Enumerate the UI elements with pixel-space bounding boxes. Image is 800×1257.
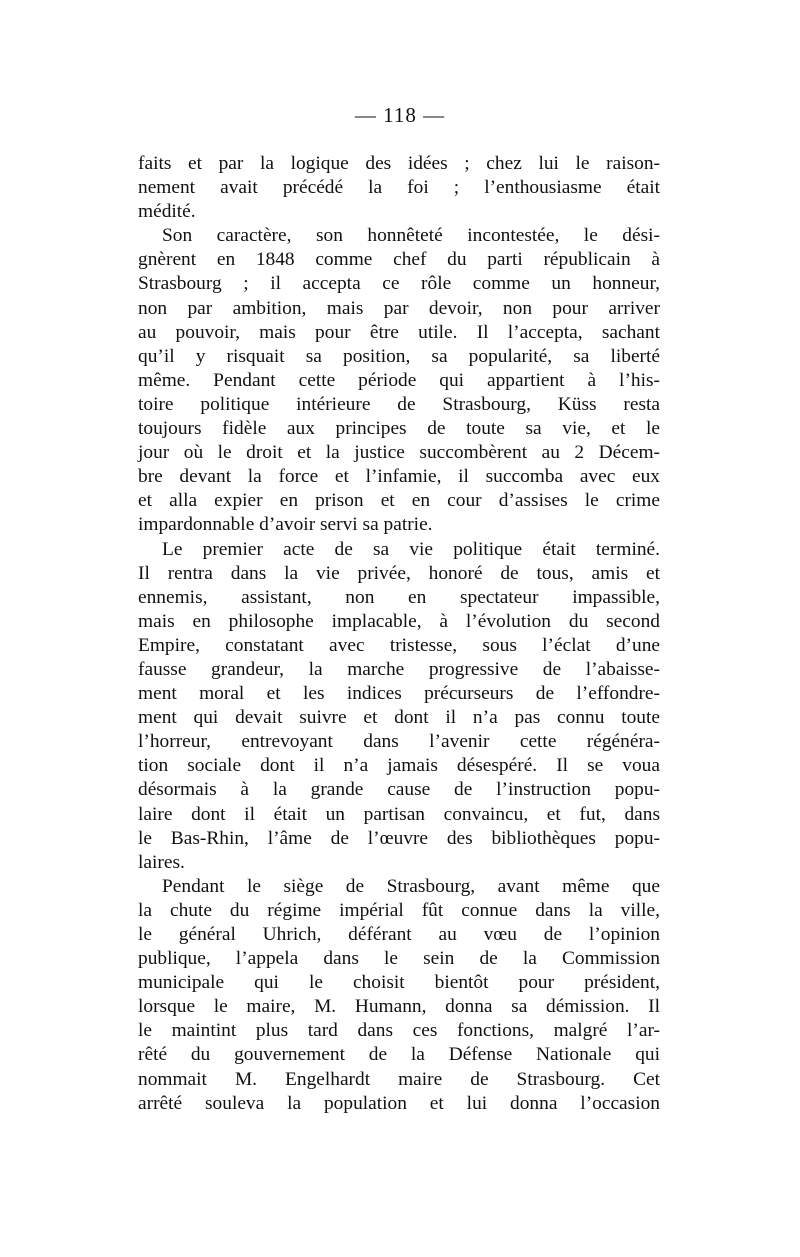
text-line: même. Pendant cette période qui appartient à l’his- (138, 369, 660, 391)
text-line: bre devant la force et l’infamie, il succomba avec eux (138, 466, 660, 488)
text-line: toujours fidèle aux principes de toute sa vie, et le (138, 418, 660, 440)
text-line: médité. (138, 201, 196, 223)
text-line: arrêté souleva la population et lui donna l’occasion (138, 1092, 660, 1114)
text-line: le général Uhrich, déférant au vœu de l’opinion (138, 924, 660, 945)
text-line: et alla expier en prison et en cour d’assises le crime (138, 490, 660, 512)
text-line: qu’il y risquait sa position, sa popularité, sa liberté (138, 345, 660, 367)
text-line: rêté du gouvernement de la Défense Nationale qui (138, 1044, 660, 1066)
text-line: Il rentra dans la vie privée, honoré de tous, amis et (138, 562, 660, 584)
body-text (138, 152, 660, 1116)
text-line: jour où le droit et la justice succombèrent au 2 Décem- (138, 442, 660, 464)
text-line: fausse grandeur, la marche progressive de l’abaisse- (138, 658, 660, 680)
text-line: Strasbourg ; il accepta ce rôle comme un honneur, (138, 273, 660, 295)
text-line: désormais à la grande cause de l’instruction popu- (138, 779, 660, 801)
text-line: laires. (138, 851, 185, 873)
text-line: Le premier acte de sa vie politique était terminé. (162, 538, 660, 560)
text-line: faits et par la logique des idées ; chez lui le raison- (138, 153, 660, 174)
text-line: laire dont il était un partisan convaincu, et fut, dans (138, 803, 660, 825)
text-line: publique, l’appela dans le sein de la Commission (138, 948, 660, 970)
text-line: gnèrent en 1848 comme chef du parti républicain à (138, 249, 660, 271)
text-line: toire politique intérieure de Strasbourg, Küss resta (138, 393, 660, 415)
text-line: ment moral et les indices précurseurs de l’effondre- (138, 683, 660, 705)
text-line: le Bas-Rhin, l’âme de l’œuvre des bibliothèques popu- (138, 827, 660, 849)
text-line: impardonnable d’avoir servi sa patrie. (138, 514, 433, 536)
text-line: au pouvoir, mais pour être utile. Il l’accepta, sachant (138, 321, 660, 343)
text-line: ennemis, assistant, non en spectateur impassible, (138, 586, 660, 608)
text-line: tion sociale dont il n’a jamais désespéré. Il se voua (138, 755, 660, 777)
text-line: non par ambition, mais par devoir, non pour arriver (138, 297, 660, 319)
text-line: Pendant le siège de Strasbourg, avant même que (162, 875, 660, 897)
text-line: nommait M. Engelhardt maire de Strasbourg. Cet (138, 1068, 660, 1090)
text-line: mais en philosophe implacable, à l’évolution du second (138, 610, 660, 632)
text-line: ment qui devait suivre et dont il n’a pas connu toute (138, 707, 660, 729)
text-line: le maintint plus tard dans ces fonctions, malgré l’ar- (138, 1020, 660, 1042)
text-line: nement avait précédé la foi ; l’enthousiasme était (138, 177, 660, 199)
text-line: lorsque le maire, M. Humann, donna sa démission. Il (138, 996, 660, 1018)
text-line: municipale qui le choisit bientôt pour président, (138, 972, 660, 994)
text-line: l’horreur, entrevoyant dans l’avenir cette régénéra- (138, 731, 660, 753)
text-line: Son caractère, son honnêteté incontestée, le dési- (162, 225, 660, 247)
text-line: Empire, constatant avec tristesse, sous l’éclat d’une (138, 634, 660, 656)
page-number: — 118 — (354, 103, 446, 127)
text-line: la chute du régime impérial fût connue dans la ville, (138, 899, 660, 921)
